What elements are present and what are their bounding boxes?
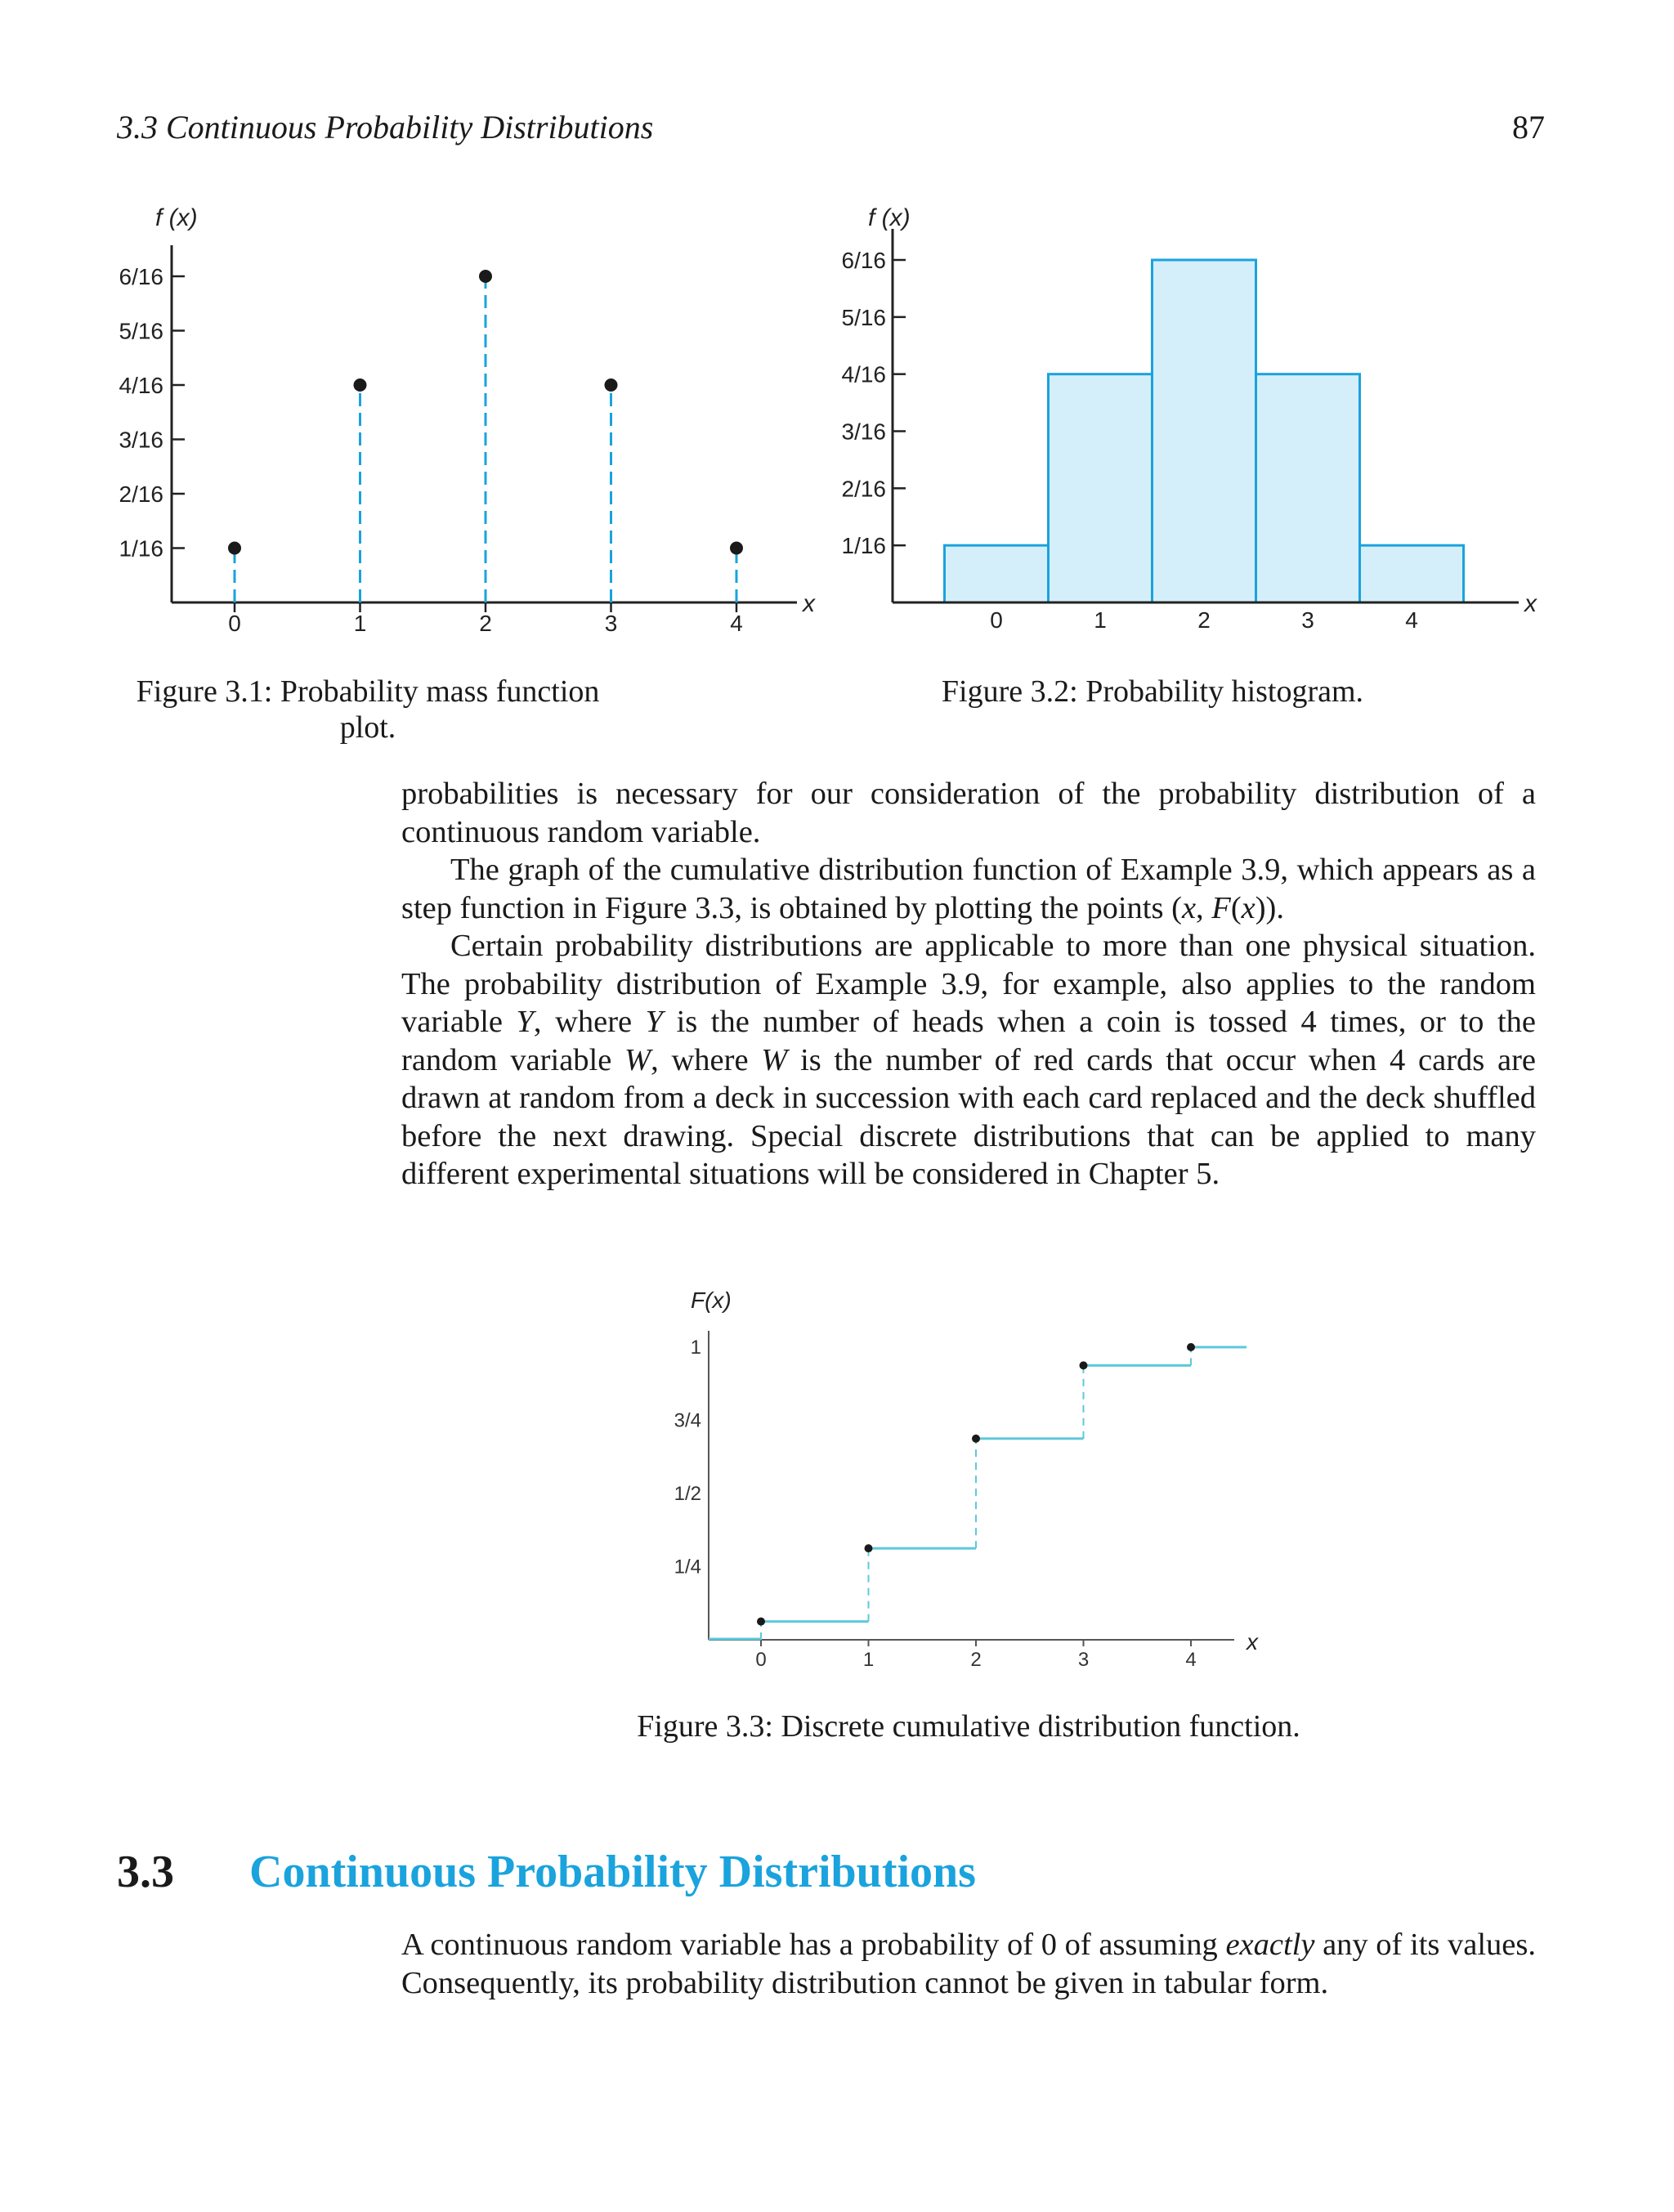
x-tick-label: 2 — [1197, 607, 1211, 633]
y-tick-label: 1/16 — [841, 533, 886, 559]
y-axis-label: f (x) — [155, 204, 198, 231]
x-tick-label: 1 — [1094, 607, 1107, 633]
x-tick-label: 3 — [1077, 1649, 1090, 1671]
y-tick-label: 3/4 — [674, 1409, 701, 1432]
paragraph-3: Certain probability distributions are applicable to more than one physical situation. The probability distribution of Example 3.9, for example, also applies to the random variable Y, where Y is the number of heads when a coin is tossed 4 times, or to the random variable W, where W is the number of red cards that occur when 4 cards are drawn at random from a deck in succession with each card replaced and the deck shuffled before the next drawing. Special discrete distributions that can be applied to many different experimental situations will be considered in Chapter 5. — [401, 929, 1536, 1191]
cdf-point — [972, 1435, 980, 1443]
histogram-bar — [1360, 545, 1464, 602]
y-tick-label: 5/16 — [119, 318, 163, 344]
section-text — [401, 1926, 1536, 2002]
page-number: 87 — [1512, 109, 1545, 146]
y-tick-label: 5/16 — [841, 304, 886, 330]
figure-3-2-histogram — [0, 0, 1674, 703]
y-axis-label: f (x) — [868, 204, 911, 231]
x-tick-label: 2 — [479, 611, 492, 636]
y-tick-label: 1/16 — [119, 535, 163, 562]
x-axis-label: x — [803, 590, 815, 617]
x-tick-label: 2 — [970, 1649, 982, 1671]
y-tick-label: 1/2 — [674, 1483, 701, 1505]
x-axis-label: x — [1247, 1629, 1258, 1655]
histogram-bar — [1153, 260, 1256, 602]
x-tick-label: 1 — [862, 1649, 875, 1671]
y-tick-label: 2/16 — [119, 481, 163, 507]
y-tick-label: 2/16 — [841, 476, 886, 502]
figure-3-2-caption: Figure 3.2: Probability histogram. — [941, 674, 1364, 709]
y-tick-label: 6/16 — [119, 264, 163, 289]
y-tick-label: 1 — [690, 1337, 701, 1359]
cdf-point — [865, 1544, 873, 1552]
y-tick-label: 6/16 — [841, 248, 886, 273]
paragraph-1: probabilities is necessary for our consideration of the probability distribution of a continuous random variable. — [401, 777, 1536, 849]
histogram-bar — [1256, 374, 1360, 602]
section-title: Continuous Probability Distributions — [249, 1847, 976, 1897]
x-tick-label: 1 — [353, 611, 367, 636]
x-tick-label: 0 — [228, 611, 241, 636]
x-tick-label: 3 — [1301, 607, 1314, 633]
paragraph-2: The graph of the cumulative distribution function of Example 3.9, which appears as a step function in Figure 3.3, is obtained by plotting the points (x, F(x)). — [401, 853, 1536, 925]
cdf-point — [1080, 1361, 1088, 1369]
x-tick-label: 0 — [755, 1649, 767, 1671]
x-tick-label: 0 — [990, 607, 1003, 633]
cdf-point — [757, 1618, 765, 1626]
section-number: 3.3 — [117, 1847, 174, 1897]
body-text — [401, 775, 1536, 1193]
y-tick-label: 3/16 — [841, 419, 886, 445]
y-tick-label: 4/16 — [119, 373, 163, 398]
x-tick-label: 4 — [1405, 607, 1418, 633]
y-axis-label: F(x) — [691, 1287, 732, 1313]
x-tick-label: 4 — [730, 611, 743, 636]
figure-3-3-caption: Figure 3.3: Discrete cumulative distribution function. — [637, 1709, 1300, 1744]
section-paragraph: A continuous random variable has a probability of 0 of assuming exactly any of its values. Consequently, its probability distribution cannot be given in tabular form. — [401, 1928, 1537, 2000]
histogram-bar — [945, 545, 1049, 602]
figure-3-1-caption: Figure 3.1: Probability mass function plot. — [136, 674, 600, 745]
cdf-point — [1187, 1343, 1195, 1351]
x-axis-label: x — [1524, 590, 1537, 617]
y-tick-label: 4/16 — [841, 361, 886, 387]
figure-3-3-cdf-plot — [0, 1275, 1674, 1700]
running-head: 3.3 Continuous Probability Distributions — [117, 109, 654, 146]
x-tick-label: 4 — [1185, 1649, 1197, 1671]
y-tick-label: 3/16 — [119, 427, 163, 453]
y-tick-label: 1/4 — [674, 1556, 701, 1578]
histogram-bar — [1049, 374, 1153, 602]
x-tick-label: 3 — [604, 611, 618, 636]
